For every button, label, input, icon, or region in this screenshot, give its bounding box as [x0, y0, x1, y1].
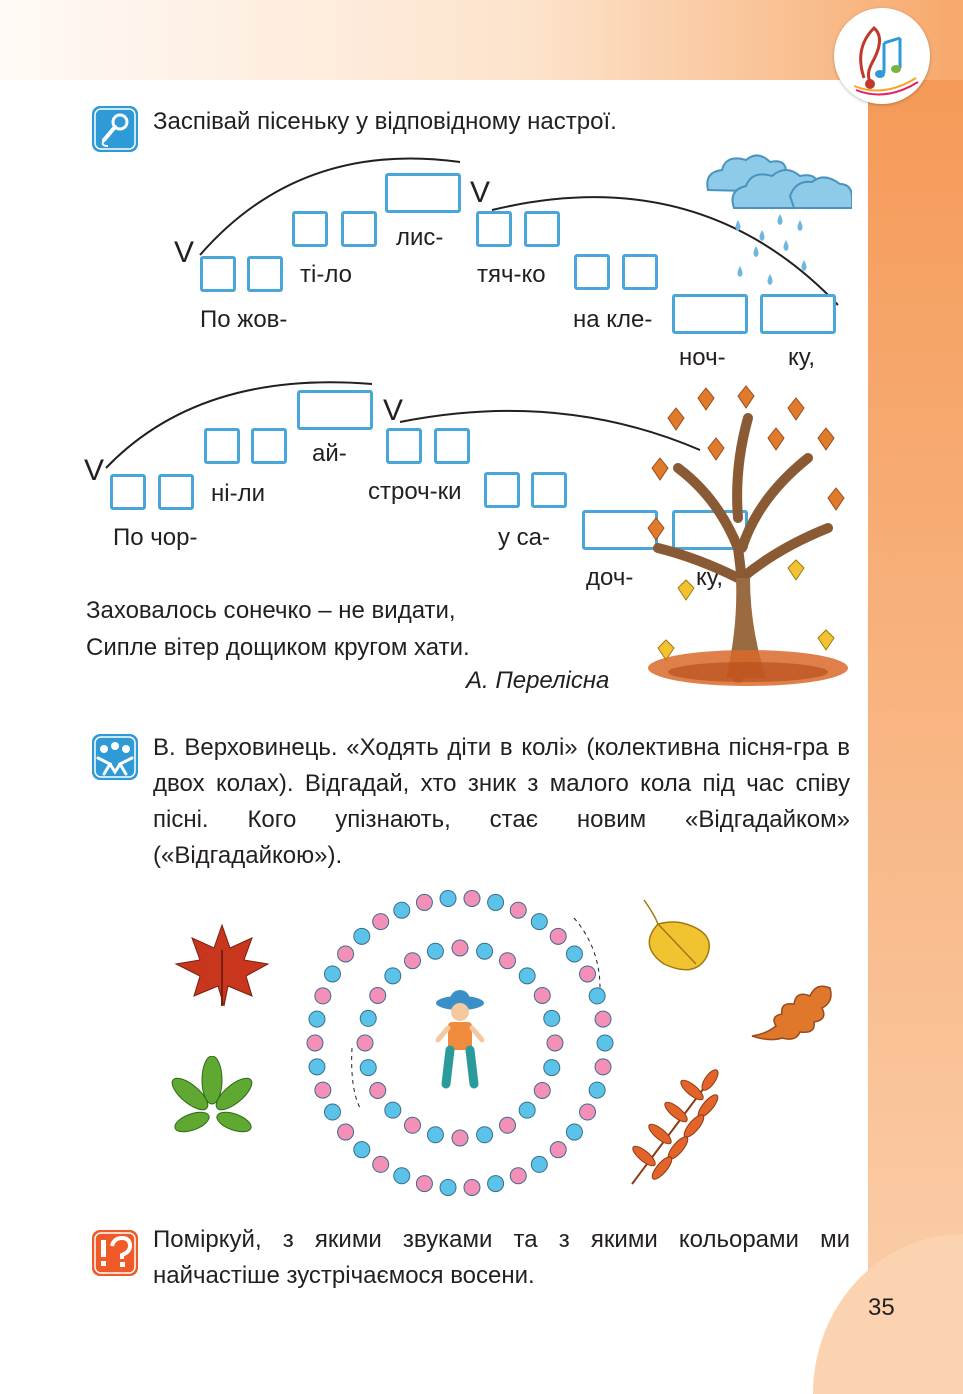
- circle-game-illustration: [300, 888, 620, 1198]
- rowan-leaf-illustration: [622, 1066, 726, 1190]
- note-box: [574, 254, 610, 290]
- note-box: [531, 472, 567, 508]
- note-box: [200, 256, 236, 292]
- note-box: [204, 428, 240, 464]
- birch-leaf-illustration: [634, 894, 720, 980]
- syllable: тяч-ко: [477, 261, 546, 288]
- autumn-tree-illustration: [638, 378, 852, 688]
- note-box: [110, 474, 146, 510]
- syllable: у са-: [498, 524, 551, 551]
- note-box: [385, 173, 461, 213]
- syllable: ті-ло: [300, 261, 352, 288]
- author: А. Перелісна: [466, 667, 610, 694]
- breath-mark: V: [174, 236, 195, 269]
- verse-line: Заховалось сонечко – не видати,: [86, 597, 456, 624]
- page-number: 35: [868, 1294, 895, 1321]
- breath-mark: V: [470, 176, 491, 209]
- syllable: доч-: [586, 564, 634, 591]
- breath-mark: V: [84, 454, 105, 487]
- verse-line: Сипле вітер дощиком кругом хати.: [86, 634, 470, 661]
- question-icon: [90, 1228, 140, 1278]
- breath-mark: V: [383, 394, 404, 427]
- rain-cloud-illustration: [700, 150, 852, 300]
- note-box: [434, 428, 470, 464]
- syllable: ай-: [312, 440, 347, 467]
- note-box: [476, 211, 512, 247]
- syllable: строч-ки: [368, 478, 462, 505]
- syllable: лис-: [396, 224, 444, 251]
- oak-leaf-illustration: [746, 976, 838, 1046]
- note-box: [292, 211, 328, 247]
- note-box: [524, 211, 560, 247]
- note-box: [251, 428, 287, 464]
- children-icon: [90, 732, 140, 782]
- syllable: на кле-: [573, 306, 653, 333]
- note-box: [341, 211, 377, 247]
- note-box: [386, 428, 422, 464]
- syllable: ні-ли: [211, 480, 265, 507]
- note-box: [297, 390, 373, 430]
- task-game-text: В. Верховинець. «Ходять діти в колі» (колективна пісня-гра в двох колах). Відгадай, хто зник з малого кола під час співу пісні. Кого упізнають, стає новим «Відгадайком» («Відгадайкою»).: [153, 734, 850, 869]
- side-band: [868, 80, 963, 1394]
- chestnut-leaf-illustration: [162, 1056, 262, 1152]
- note-box: [247, 256, 283, 292]
- syllable: По жов-: [200, 306, 288, 333]
- note-box: [622, 254, 658, 290]
- maple-leaf-illustration: [172, 920, 272, 1010]
- note-box: [484, 472, 520, 508]
- task-sing-instruction: Заспівай пісеньку у відповідному настрої.: [153, 108, 617, 135]
- syllable: По чор-: [113, 524, 198, 551]
- note-box: [158, 474, 194, 510]
- syllable: ку,: [788, 344, 816, 371]
- task-think-text: Поміркуй, з якими звуками та з якими кольорами ми найчастіше зустрічаємося восени.: [153, 1226, 850, 1289]
- syllable: ку,: [696, 564, 724, 591]
- syllable: ноч-: [679, 344, 726, 371]
